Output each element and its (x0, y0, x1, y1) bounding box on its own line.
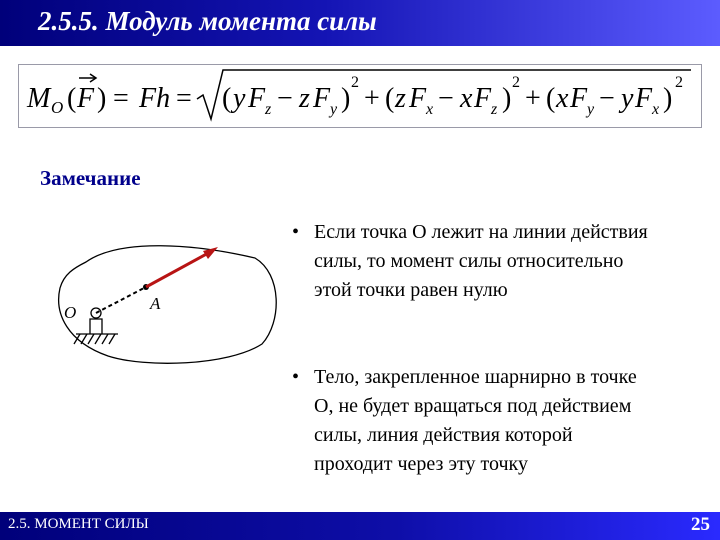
term2-paren-close: ) (502, 83, 512, 114)
title-bar (0, 0, 720, 46)
term2-x: x (460, 83, 473, 114)
note-line: Тело, закрепленное шарнирно в точке (314, 366, 637, 388)
term3-minus: − (599, 83, 615, 114)
term2-z: z (395, 83, 406, 114)
term3-power: 2 (675, 74, 683, 91)
point-O-label: O (64, 303, 77, 322)
term1-sub2: y (330, 101, 338, 118)
term1-z: z (299, 83, 310, 114)
force-vector-arrow (146, 251, 212, 287)
footer-section: 2.5. МОМЕНТ СИЛЫ (8, 516, 149, 532)
term3-sub1: y (587, 101, 595, 118)
term1-F2: F (313, 83, 331, 114)
term1-sub1: z (265, 101, 272, 118)
rigid-body-diagram (50, 222, 285, 372)
term2-F1: F (409, 83, 427, 114)
note-item (292, 218, 717, 305)
bullet-marker: • (292, 366, 300, 388)
note-line: проходит через эту точку (314, 453, 528, 475)
moment-formula (19, 65, 701, 127)
note-title: Замечание (40, 166, 141, 190)
note-item (292, 363, 717, 479)
term1-power: 2 (351, 74, 359, 91)
formula-equals-1: = (113, 83, 129, 114)
term2-paren-open: ( (385, 83, 395, 114)
footer-bar (0, 512, 720, 540)
term2-F2: F (474, 83, 492, 114)
term1-paren-close: ) (341, 83, 351, 114)
term2-power: 2 (512, 74, 520, 91)
formula-M: M (27, 83, 51, 114)
term3-sub2: x (652, 101, 660, 118)
term1-minus: − (277, 83, 293, 114)
formula-equals-2: = (176, 83, 192, 114)
hinge-support-icon (74, 308, 118, 344)
term2-minus: − (438, 83, 454, 114)
vector-arrow-icon (79, 74, 96, 82)
formula-sub-O: O (51, 98, 64, 117)
point-A-label: A (150, 294, 161, 313)
term2-sub2: z (491, 101, 498, 118)
arm-dashed-line (96, 287, 146, 313)
term3-y: y (621, 83, 634, 114)
formula-Fh: Fh (139, 83, 171, 114)
formula-plus-2: + (525, 83, 541, 114)
term3-F2: F (635, 83, 653, 114)
note-line: силы, то момент силы относительно (314, 250, 624, 272)
note-line: этой точки равен нулю (314, 279, 508, 301)
term1-paren-open: ( (222, 83, 232, 114)
bullet-marker: • (292, 221, 300, 243)
term1-y: y (233, 83, 246, 114)
term3-x: x (556, 83, 569, 114)
notes-list (292, 218, 717, 479)
formula-paren-close: ) (97, 83, 107, 114)
formula-paren-open: ( (67, 83, 77, 114)
formula-box (18, 64, 702, 128)
formula-F: F (77, 83, 95, 114)
page-number: 25 (691, 514, 710, 535)
term3-F1: F (570, 83, 588, 114)
note-line: силы, линия действия которой (314, 424, 573, 446)
term1-F1: F (248, 83, 266, 114)
slide-title: 2.5.5. Модуль момента силы (38, 6, 377, 36)
term3-paren-open: ( (546, 83, 556, 114)
formula-plus-1: + (364, 83, 380, 114)
term2-sub1: x (426, 101, 434, 118)
note-line: Если точка O лежит на линии действия (314, 221, 648, 243)
rigid-body-outline (59, 246, 277, 364)
note-line: O, не будет вращаться под действием (314, 395, 632, 417)
term3-paren-close: ) (663, 83, 673, 114)
